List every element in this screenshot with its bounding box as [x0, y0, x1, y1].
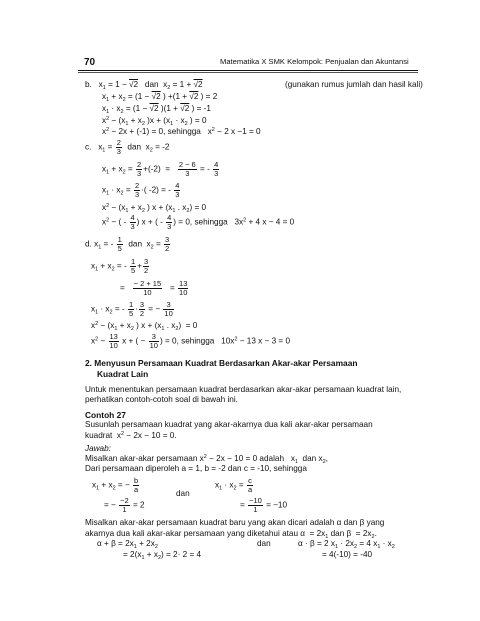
- answer-line1: Misalkan akar-akar persamaan $x^2 - 2x - 10 = 0$ adalah $x_1$ dan $x_2$,: [85, 454, 328, 465]
- item-b-eq2: $x^2 - 2x + (-1) = 0$, sehingga $x^2 - 2$ x −1 = 0: [102, 127, 261, 136]
- item-d-eq2: $x^2$ − $\frac{13}{10}$ x + ( − $\frac{3}{10}$ ) = 0, sehingga $10x^2 - 13$ x − 3 = 0: [91, 332, 291, 350]
- book-title: Matematika X SMK Kelompok: Penjualan dan Akuntansi: [220, 57, 409, 66]
- intro-line2: perhatikan contoh-cotoh soal di bawah ini.: [85, 395, 238, 404]
- alpha-beta-sum: $\alpha + \beta = 2x_1 + 2x_2$: [97, 539, 158, 550]
- intro-line1: Untuk menentukan persamaan kuadrat berdasarkan akar-akar persamaan kuadrat lain,: [85, 385, 402, 394]
- alpha-beta-dan: dan: [257, 539, 271, 548]
- header-rule-thin: [78, 72, 418, 73]
- item-d-product: $x_1 \cdot x_2$ = - $\frac{1}{5}$ · $\frac{3}{2}$ = − $\frac{3}{10}$: [91, 300, 173, 318]
- header-rule: [78, 70, 418, 71]
- page-number: 70: [84, 57, 96, 68]
- item-b-product: $x_1 \cdot x_2 = (1 - √2$ )(1 + √2 ) = -1: [102, 104, 211, 115]
- example-sum-value: = − $\frac{-2}{1}$ = 2: [104, 496, 145, 514]
- alpha-beta-product-result: = 4(-10) = -40: [322, 550, 373, 559]
- item-c-sum: $x_1 + x_2$ = $\frac{2}{3}$ +(-2) = $\frac{2 - 6}{3}$ = - $\frac{4}{3}$: [102, 160, 219, 178]
- item-c-product: $x_1 \cdot x_2$ = $\frac{2}{3}$ ·( -2) = - $\frac{4}{3}$: [102, 181, 180, 199]
- section-heading-line1: 2. Menyusun Persamaan Kuadrat Berdasarkan Akar-akar Persamaan: [85, 358, 358, 368]
- item-d-line1: d. $x_1$ = - $\frac{1}{5}$ dan $x_2$ = $\frac{3}{2}$: [85, 235, 170, 253]
- section-heading-line2: Kuadrat Lain: [97, 369, 149, 379]
- paragraph-line2: akarnya dua kali akar-akar persamaan yang diketahui atau $\alpha = 2x_1$ dan $\beta = 2x_2$.: [85, 529, 377, 540]
- item-d-eq1: $x^2 - (x_1 + x_2$ ) $x + (x_1$ . $x_2) = 0$: [91, 321, 198, 332]
- item-b-eq1: $x^2 - (x_1 + x_2$ )$x + (x_1 \cdot x_2$ ) = 0: [102, 116, 207, 127]
- alpha-beta-sum-result: = $2(x_1 + x_2) = 2\cdot 2 = 4$: [123, 550, 202, 561]
- example-prod-formula: $x_1 \cdot x_2$ = $\frac{c}{a}$: [215, 476, 253, 494]
- example-dan: dan: [176, 489, 190, 498]
- item-c-eq1: $x^2 - (x_1 + x_2$ ) $x + (x_1$ . $x_2) = 0$: [102, 203, 207, 214]
- item-b-sum: $x_1 + x_2 = (1 - √2$ ) +(1 + √2 ) = 2: [102, 92, 218, 103]
- example-line2: kuadrat $x^2 - 2x - 10 = 0$.: [85, 431, 177, 440]
- item-c-eq2: $x^2$ − ( - $\frac{4}{3}$ ) x + ( - $\frac{4}{3}$ ) = 0, sehingga $3x^2 + 4$ x − 4 = 0: [102, 213, 295, 231]
- paragraph-line1: Misalkan akar-akar persamaan kuadrat baru yang akan dicari adalah α dan β yang: [85, 518, 385, 527]
- jawab-label: Jawab:: [85, 444, 111, 453]
- example-title: Contoh 27: [85, 410, 126, 420]
- answer-line2: Dari persamaan diperoleh a = 1, b = -2 dan c = -10, sehingga: [85, 464, 307, 473]
- item-d-sum: $x_1 + x_2$ = - $\frac{1}{5}$ + $\frac{3}{2}$: [91, 257, 149, 275]
- alpha-beta-product: α · β = 2 $x_1 \cdot 2x_2 = 4$ $x_1 \cdot x_2$: [298, 539, 395, 550]
- item-d-sum2: = $\frac{- 2 + 15}{10}$ = $\frac{13}{10}$: [120, 279, 188, 297]
- item-c-line1: c. $x_1$ = $\frac{2}{3}$ dan $x_2 = -2$: [85, 138, 170, 156]
- item-b-note: (gunakan rumus jumlah dan hasil kali): [285, 80, 423, 89]
- example-sum-formula: $x_1 + x_2$ = − $\frac{b}{a}$: [92, 476, 139, 494]
- item-b-line1: b. $x_1 = 1 - √2$ dan $x_2 = 1 + √2$: [85, 80, 203, 91]
- example-line1: Susunlah persamaan kuadrat yang akar-akarnya dua kali akar-akar persamaan: [85, 420, 373, 429]
- example-prod-value: = $\frac{-10}{1}$ = −10: [240, 496, 288, 514]
